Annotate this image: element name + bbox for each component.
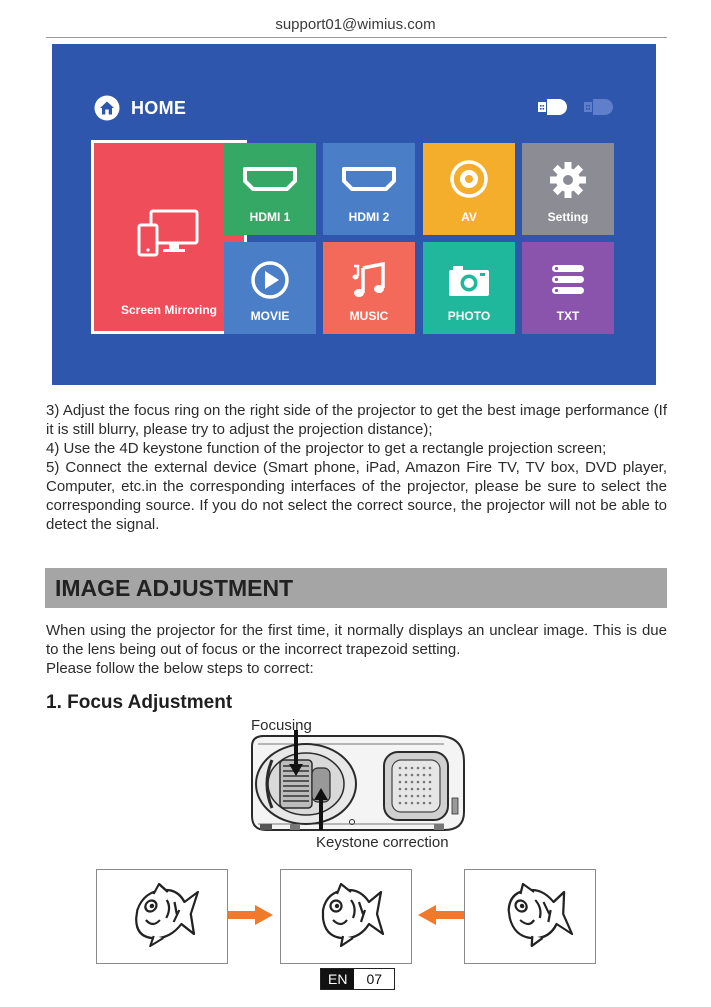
gear-icon [549,161,587,199]
tile-photo[interactable] [423,242,515,334]
intro-instruction: Please follow the below steps to correct: [46,660,314,677]
focusing-label: Focusing [251,717,312,734]
sd-card-icon [584,98,614,116]
play-icon [250,260,290,300]
status-icons [538,98,614,116]
tile-label: TXT [556,309,580,323]
home-title-text: HOME [131,97,187,118]
page-language: EN [321,969,354,989]
fish-icon [465,870,595,963]
intro-paragraph: When using the projector for the first time, it normally displays an unclear image. This is due to the lens being out of focus or the incorrect trapezoid setting. [46,622,667,658]
tile-label: Setting [547,210,589,224]
section-heading-bar [45,568,667,608]
intro-text [46,621,667,678]
tile-label: PHOTO [447,309,491,323]
tile-setting[interactable] [522,143,614,235]
fish-image-right [464,869,596,964]
tile-label: AV [461,210,477,224]
arrow-left-icon [418,905,464,925]
av-icon [449,159,489,199]
tile-screen-mirroring[interactable] [94,143,244,331]
tile-hdmi-2[interactable] [323,143,415,235]
keystone-label: Keystone correction [316,834,449,851]
hdmi-icon [340,165,398,193]
tile-label: MOVIE [250,309,290,323]
camera-icon [447,264,491,298]
step-3: 3) Adjust the focus ring on the right side of the projector to get the best image performance (If it is still blurry, please try to adjust the projection distance); [46,402,667,438]
fish-icon [281,870,411,963]
list-icon [550,262,586,298]
page-number [320,968,395,990]
tile-label: HDMI 2 [348,210,390,224]
step-4: 4) Use the 4D keystone function of the projector to get a rectangle projection screen; [46,440,607,457]
home-icon [94,95,120,121]
setup-steps [46,401,667,534]
fish-icon [97,870,227,963]
fish-image-left [96,869,228,964]
home-title [94,94,186,122]
tile-txt[interactable] [522,242,614,334]
tile-label: HDMI 1 [249,210,291,224]
tile-hdmi-1[interactable] [224,143,316,235]
hdmi-icon [241,165,299,193]
arrow-right-icon [227,905,273,925]
home-screen-panel [52,44,656,385]
music-note-icon [349,260,389,300]
fish-image-center [280,869,412,964]
usb-drive-icon [538,98,568,116]
tile-label: Screen Mirroring [120,303,218,317]
screen-mirroring-icon [137,209,201,257]
tile-label: MUSIC [349,309,389,323]
page-number-value: 07 [354,969,394,989]
header-email: support01@wimius.com [275,16,436,33]
header-divider [46,37,667,38]
tile-av[interactable] [423,143,515,235]
tile-movie[interactable] [224,242,316,334]
step-5: 5) Connect the external device (Smart phone, iPad, Amazon Fire TV, TV box, DVD player, Computer, etc.in the corresponding interfaces of the projector, please be sure to select the corresponding source. If you do not select the correct source, the projector will not be able to detect the signal. [46,459,667,533]
section-title: IMAGE ADJUSTMENT [55,575,294,601]
tile-music[interactable] [323,242,415,334]
focus-adjustment-title: 1. Focus Adjustment [46,692,233,713]
